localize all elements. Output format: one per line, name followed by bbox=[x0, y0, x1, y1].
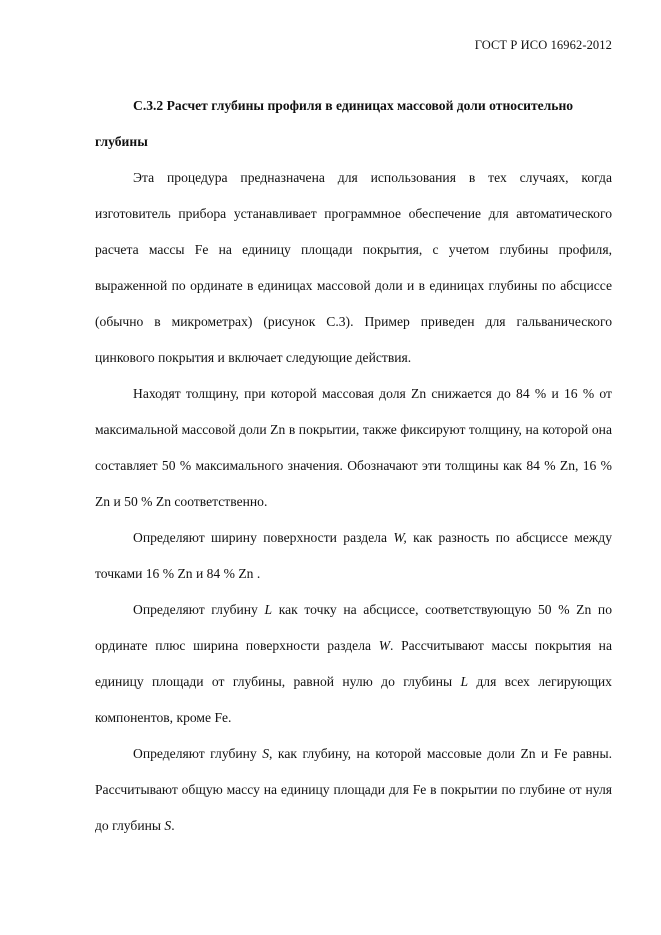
symbol-s: S bbox=[262, 746, 270, 761]
symbol-l: L bbox=[264, 602, 273, 617]
section-heading: С.3.2 Расчет глубины профиля в единицах массовой доли относительно глубины bbox=[95, 98, 574, 149]
paragraph-depth-l bbox=[95, 592, 612, 736]
text-run: , как глубину, на которой массовые доли Zn и Fe равны. Рассчитывают общую массу на единицу площади для Fe в покрытии по глубине от нуля до глубины bbox=[95, 746, 612, 833]
paragraph-thickness: Находят толщину, при которой массовая доля Zn снижается до 84 % и 16 % от максимальной массовой доли Zn в покрытии, также фиксируют толщину, на которой она составляет 50 % максимального значения. Обозначают эти толщины как 84 % Zn, 16 % Zn и 50 % Zn соответственно. bbox=[95, 386, 612, 509]
symbol-l: L bbox=[460, 674, 469, 689]
document-body bbox=[95, 88, 612, 844]
text-run: . bbox=[171, 818, 175, 833]
text-run: как разность по абсциссе между точками 16 % Zn и 84 % Zn . bbox=[95, 530, 612, 581]
paragraph-procedure-intro: Эта процедура предназначена для использования в тех случаях, когда изготовитель прибора устанавливает программное обеспечение для автоматического расчета массы Fe на единицу площади покрытия, с учетом глубины профиля, выраженной по ординате в единицах массовой доли и в единицах глубины по абсциссе (обычно в микрометрах) (рисунок С.3). Пример приведен для гальванического цинкового покрытия и включает следующие действия. bbox=[95, 170, 612, 365]
symbol-w: W, bbox=[393, 530, 407, 545]
text-run: Определяют глубину bbox=[133, 746, 263, 761]
paragraph-interface-width bbox=[95, 520, 612, 592]
symbol-w: W bbox=[378, 638, 391, 653]
document-code-header: ГОСТ Р ИСО 16962-2012 bbox=[474, 38, 612, 52]
text-run: для всех легирующих компонентов, кроме Fe. bbox=[95, 674, 612, 725]
text-run: Определяют ширину поверхности раздела bbox=[133, 530, 394, 545]
text-run: как точку на абсциссе, соответствующую 50 % Zn по ординате плюс ширина поверхности раздела bbox=[95, 602, 613, 653]
text-run: . Рассчитывают массы покрытия на единицу площади от глубины, равной нулю до глубины bbox=[95, 638, 612, 689]
paragraph-depth-s bbox=[95, 736, 612, 844]
text-run: Определяют глубину bbox=[133, 602, 265, 617]
symbol-s: S bbox=[164, 818, 172, 833]
